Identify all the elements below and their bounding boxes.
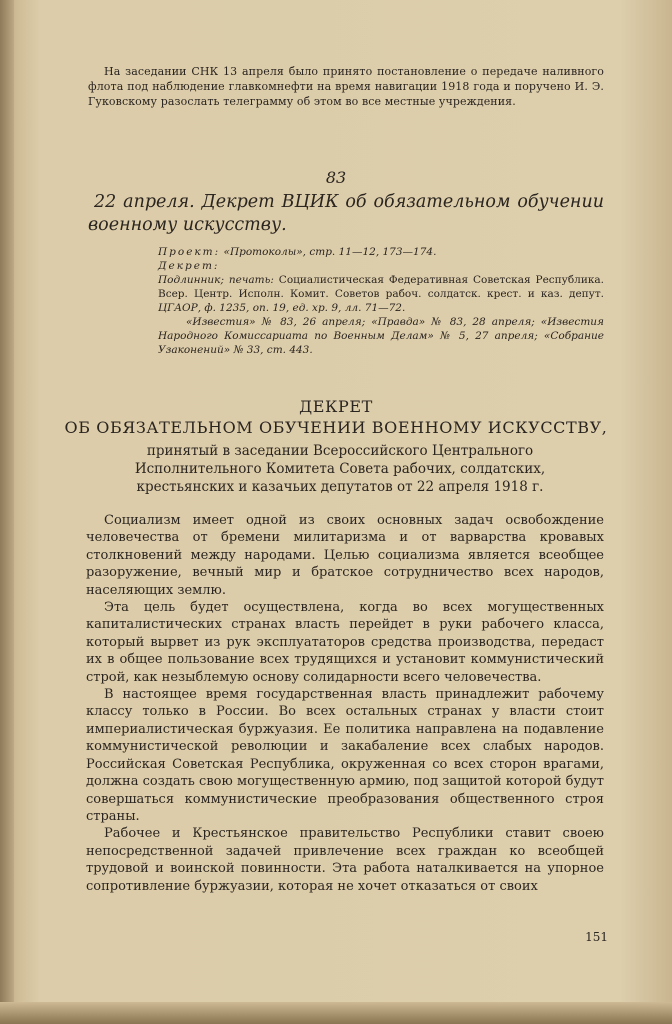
original-label: Подлинник; <box>158 274 224 286</box>
document-number: 83 <box>325 168 347 187</box>
sources-block <box>158 245 604 357</box>
decree-subheading: принятый в заседании Всероссийского Центрального Исполнительного Комитета Совета рабочих, солдатских, крестьянских и казачьих депутатов от 22 апреля 1918 г. <box>134 443 546 495</box>
intro-paragraph: На заседании СНК 13 апреля было принято постановление о передаче наливного флота под наблюдение главкомнефти на время навигации 1918 года и поручено И. Э. Гуковскому разослать телеграмму об этом во все местные учреждения. <box>88 65 604 108</box>
decree-label: Декрет: <box>158 260 220 272</box>
book-gutter <box>0 0 14 1024</box>
source-project <box>158 245 604 259</box>
decree-heading-line2: ОБ ОБЯЗАТЕЛЬНОМ ОБУЧЕНИИ ВОЕННОМУ ИСКУССТВУ, <box>64 418 608 437</box>
publications: «Известия» № 83, 26 апреля; «Правда» № 83, 28 апреля; «Известия Народного Комиссариата по Военным Делам» № 5, 27 апреля; «Собрание Узаконений» № 33, ст. 443. <box>158 316 604 356</box>
decree-heading-line1: ДЕКРЕТ <box>299 397 373 416</box>
page-number: 151 <box>585 930 608 944</box>
body-paragraph-1: Социализм имеет одной из своих основных задач освобождение человечества от бремени милитаризма и от варварства кровавых столкновений между народами. Целью социализма является всеобщее разоружение, вечный мир и братское сотрудничество всех народов, населяющих землю. <box>86 513 604 598</box>
decree-heading <box>0 396 672 438</box>
original-text: Социалистическая Федеративная Советская Республика. Всер. Центр. Исполн. Комит. Советов рабоч. солдатск. крест. и каз. депут. <box>158 274 604 300</box>
body-paragraph-3: В настоящее время государственная власть принадлежит рабочему классу только в России. Во всех остальных странах у власти стоит империалистическая буржуазия. Ее политика направлена на подавление коммунистической революции и закабаление всех слабых народов. Российская Советская Республика, окруженная со всех сторон врагами, должна создать свою могущественную армию, под защитой которой будут совершаться коммунистические преобразования общественного строя страны. <box>86 687 604 824</box>
archive-ref: ЦГАОР, ф. 1235, оп. 19, ед. хр. 9, лл. 71—72. <box>158 302 406 314</box>
page-bottom-edge <box>0 1002 672 1024</box>
decree-body <box>86 512 604 895</box>
body-paragraph-4: Рабочее и Крестьянское правительство Республики ставит своею непосредственной задачей привлечение всех граждан ко всеобщей трудовой и воинской повинности. Эта работа наталкивается на упорное сопротивление буржуазии, которая не хочет отказаться от своих <box>86 826 604 894</box>
source-original <box>158 273 604 315</box>
project-ref: «Протоколы», стр. 11—12, 173—174. <box>223 246 437 258</box>
document-title: 22 апреля. Декрет ВЦИК об обязательном обучении военному искусству. <box>88 192 604 235</box>
project-label: Проект: <box>158 246 221 258</box>
body-paragraph-2: Эта цель будет осуществлена, когда во всех могущественных капиталистических странах власть перейдет в руки рабочего класса, который вырвет из рук эксплуататоров средства производства, передаст их в общее пользование всех трудящихся и установит коммунистический строй, как незыблемую основу солидарности всего человечества. <box>86 600 604 685</box>
original-print-label: печать: <box>228 274 274 286</box>
